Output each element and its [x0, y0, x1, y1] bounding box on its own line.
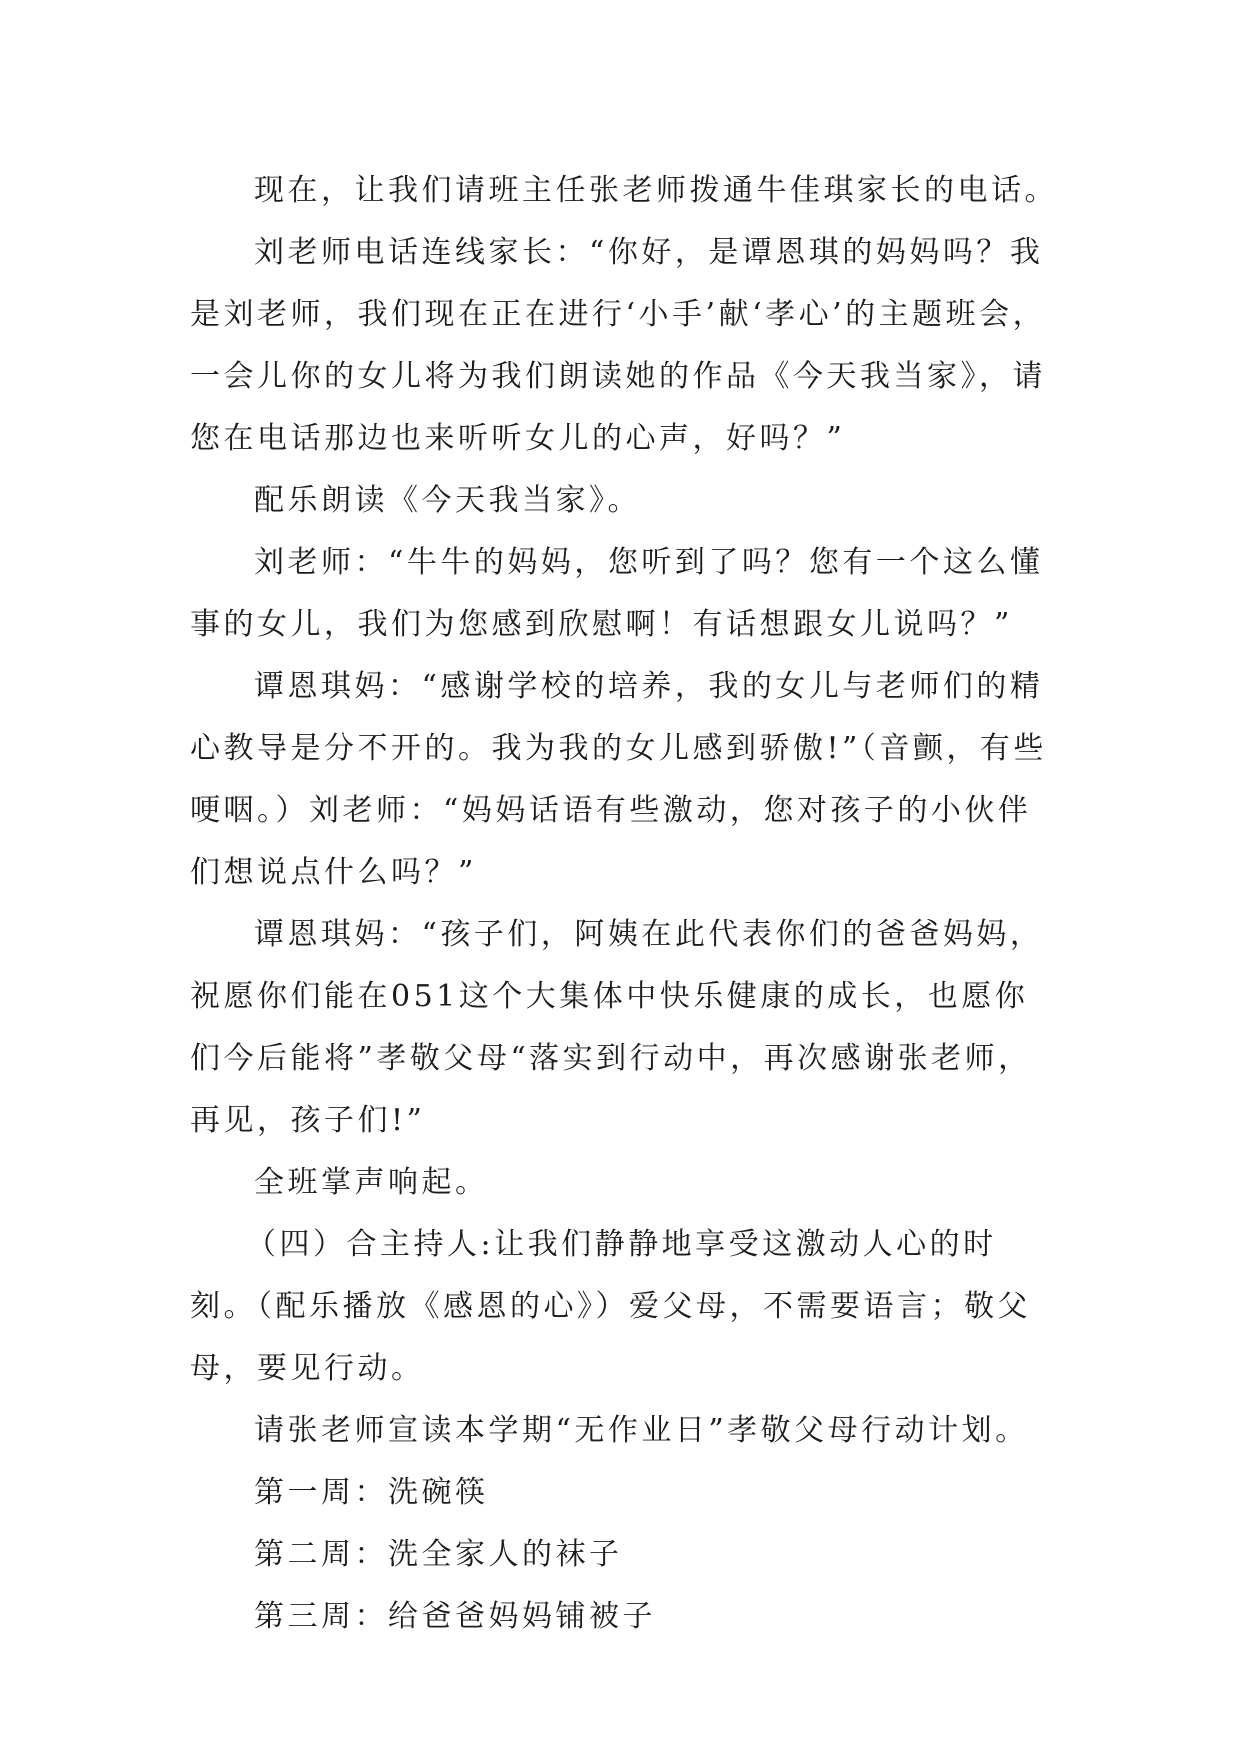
paragraph: 刘老师电话连线家长：“你好，是谭恩琪的妈妈吗？我是刘老师，我们现在正在进行‘小手’献‘孝心’的主题班会，一会儿你的女儿将为我们朗读她的作品《今天我当家》，请您在电话那边也来听听女儿的心声，好吗？” — [190, 235, 1047, 456]
paragraph: 配乐朗读《今天我当家》。 — [254, 483, 641, 518]
paragraph: 谭恩琪妈：“感谢学校的培养，我的女儿与老师们的精心教导是分不开的。我为我的女儿感到骄傲!”（音颤，有些哽咽。）刘老师：“妈妈话语有些激动，您对孩子的小伙伴们想说点什么吗？” — [190, 669, 1047, 890]
paragraph: 刘老师：“牛牛的妈妈，您听到了吗？您有一个这么懂事的女儿，我们为您感到欣慰啊！有话想跟女儿说吗？” — [190, 545, 1044, 642]
plan-item-week-2: 第二周：洗全家人的袜子 — [254, 1537, 623, 1572]
paragraph: （四）合主持人:让我们静静地享受这激动人心的时刻。（配乐播放《感恩的心》）爱父母，不需要语言；敬父母，要见行动。 — [190, 1227, 1031, 1386]
plan-item-week-3: 第三周：给爸爸妈妈铺被子 — [254, 1599, 656, 1634]
paragraph: 全班掌声响起。 — [254, 1165, 489, 1200]
plan-item-week-1: 第一周：洗碗筷 — [254, 1475, 489, 1510]
paragraph: 现在，让我们请班主任张老师拨通牛佳琪家长的电话。 — [254, 173, 1058, 208]
paragraph: 请张老师宣读本学期“无作业日”孝敬父母行动计划。 — [254, 1413, 1029, 1448]
paragraph: 谭恩琪妈：“孩子们，阿姨在此代表你们的爸爸妈妈，祝愿你们能在051这个大集体中快乐健康的成长，也愿你们今后能将”孝敬父母“落实到行动中，再次感谢张老师，再见，孩子们!” — [190, 917, 1044, 1138]
document-body — [190, 160, 1060, 1648]
